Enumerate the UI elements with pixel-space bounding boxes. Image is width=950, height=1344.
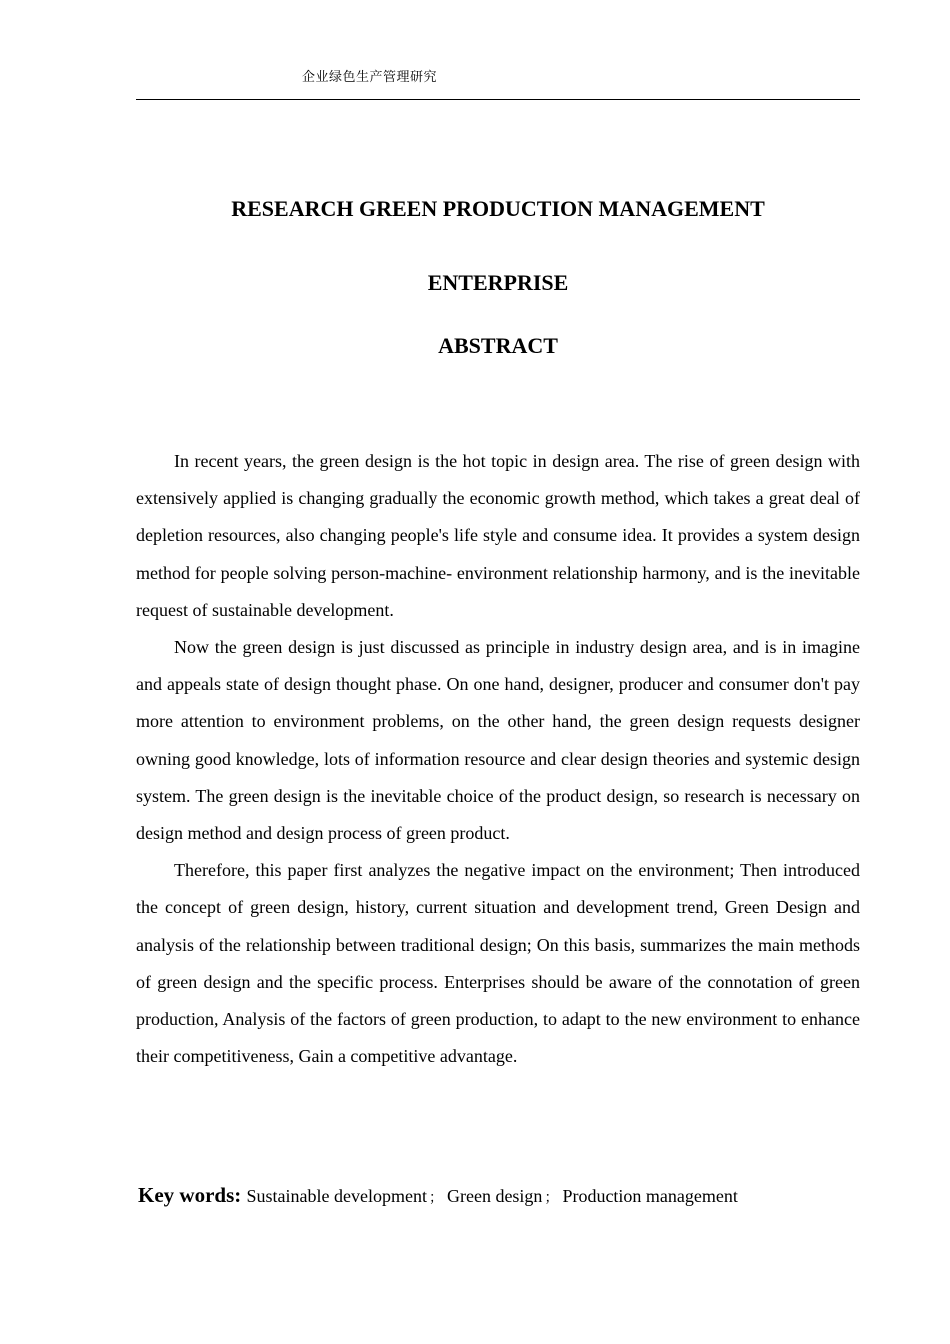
running-header: 企业绿色生产管理研究 [302, 70, 438, 85]
abstract-paragraph: In recent years, the green design is the hot topic in design area. The rise of green design with extensively applied is changing gradually the economic growth method, which takes a great deal of depletion resources, also changing people's life style and consume idea. It provides a system design method for people solving person-machine- environment relationship harmony, and is the inevitable request of sustainable development. [136, 451, 860, 620]
keywords-label: Key words: [138, 1183, 247, 1207]
keywords-line [138, 1183, 738, 1208]
abstract-paragraph: Now the green design is just discussed as principle in industry design area, and is in imagine and appeals state of design thought phase. On one hand, designer, producer and consumer don't pay more attention to environment problems, on the other hand, the green design requests designer owning good knowledge, lots of information resource and clear design theories and systemic design system. The green design is the inevitable choice of the product design, so research is necessary on design method and design process of green product. [136, 637, 860, 844]
document-title-line-1: RESEARCH GREEN PRODUCTION MANAGEMENT [231, 196, 765, 221]
keyword-separator: ； [428, 1190, 443, 1206]
keyword-separator: ； [544, 1190, 559, 1206]
abstract-body [136, 443, 860, 1075]
document-title-line-2: ENTERPRISE [427, 270, 569, 295]
abstract-paragraph: Therefore, this paper first analyzes the negative impact on the environment; Then introduced the concept of green design, history, current situation and development trend, Green Design and analysis of the relationship between traditional design; On this basis, summarizes the main methods of green design and the specific process. Enterprises should be aware of the connotation of green production, Analysis of the factors of green production, to adapt to the new environment to enhance their competitiveness, Gain a competitive advantage. [136, 860, 860, 1067]
header-divider [136, 99, 860, 100]
keyword-item: Green design [446, 1186, 543, 1206]
keyword-item: Production management [562, 1186, 738, 1206]
keyword-item: Sustainable development [246, 1186, 427, 1206]
abstract-heading: ABSTRACT [438, 333, 558, 358]
